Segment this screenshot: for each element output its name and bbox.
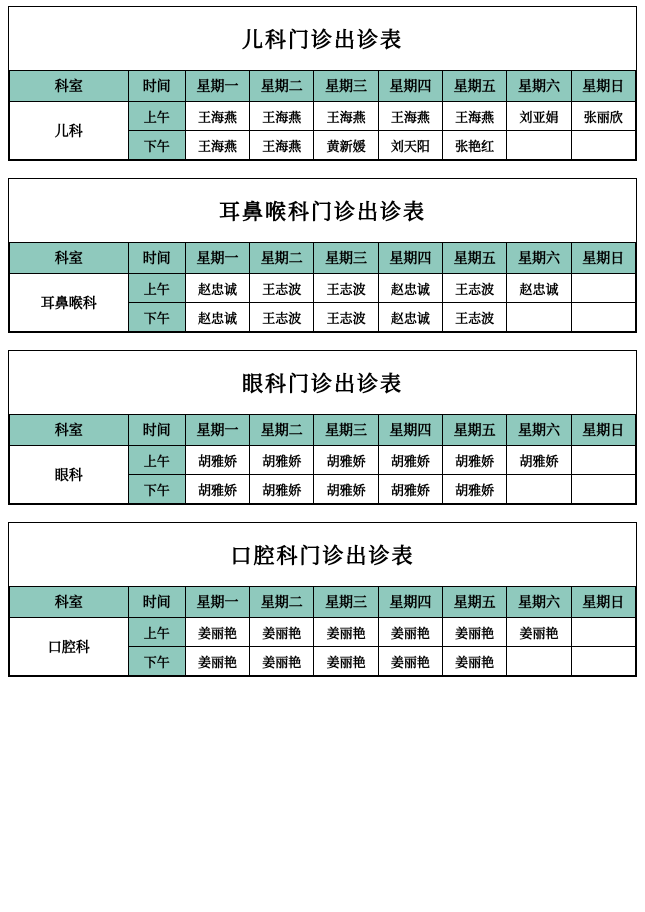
schedule-cell: 姜丽艳: [185, 647, 249, 676]
column-header-wednesday: 星期三: [314, 71, 378, 102]
schedule-cell: 胡雅娇: [185, 446, 249, 475]
schedule-cell: 王海燕: [250, 102, 314, 131]
schedule-title: 耳鼻喉科门诊出诊表: [219, 200, 426, 224]
schedule-block-pediatrics: [8, 6, 637, 161]
column-header-tuesday: 星期二: [250, 415, 314, 446]
schedule-cell: 王海燕: [185, 131, 249, 160]
schedule-cell: 王海燕: [185, 102, 249, 131]
table-row: [10, 274, 636, 303]
schedule-title: 眼科门诊出诊表: [242, 372, 403, 396]
schedule-cell: [571, 274, 635, 303]
schedule-cell: 姜丽艳: [378, 647, 442, 676]
column-header-department: 科室: [10, 71, 129, 102]
period-label-afternoon: 下午: [128, 647, 185, 676]
period-label-morning: 上午: [128, 102, 185, 131]
schedule-cell: 胡雅娇: [443, 475, 507, 504]
column-header-tuesday: 星期二: [250, 71, 314, 102]
column-header-saturday: 星期六: [507, 415, 571, 446]
schedule-cell: 胡雅娇: [314, 446, 378, 475]
column-header-department: 科室: [10, 243, 129, 274]
period-label-morning: 上午: [128, 618, 185, 647]
column-header-sunday: 星期日: [571, 587, 635, 618]
schedule-cell: 王志波: [443, 303, 507, 332]
schedule-cell: 赵忠诚: [378, 274, 442, 303]
schedule-cell: 赵忠诚: [507, 274, 571, 303]
schedule-cell: [507, 303, 571, 332]
schedule-cell: 胡雅娇: [185, 475, 249, 504]
schedule-cell: 黄新媛: [314, 131, 378, 160]
table-header-row: [10, 587, 636, 618]
schedule-cell: 王志波: [443, 274, 507, 303]
column-header-time: 时间: [128, 415, 185, 446]
schedule-cell: 刘天阳: [378, 131, 442, 160]
schedule-block-ent: [8, 178, 637, 333]
column-header-saturday: 星期六: [507, 71, 571, 102]
schedule-cell: 赵忠诚: [185, 303, 249, 332]
schedule-cell: 赵忠诚: [185, 274, 249, 303]
schedule-cell: 胡雅娇: [250, 475, 314, 504]
column-header-saturday: 星期六: [507, 243, 571, 274]
schedule-table: [9, 242, 636, 332]
column-header-time: 时间: [128, 243, 185, 274]
schedule-cell: 姜丽艳: [507, 618, 571, 647]
schedule-cell: [571, 446, 635, 475]
table-header-row: [10, 71, 636, 102]
column-header-tuesday: 星期二: [250, 243, 314, 274]
schedule-title: 儿科门诊出诊表: [242, 28, 403, 52]
schedule-cell: 王海燕: [314, 102, 378, 131]
schedule-cell: 姜丽艳: [250, 618, 314, 647]
column-header-wednesday: 星期三: [314, 587, 378, 618]
column-header-time: 时间: [128, 71, 185, 102]
schedule-cell: 姜丽艳: [314, 647, 378, 676]
column-header-friday: 星期五: [443, 243, 507, 274]
schedule-cell: 姜丽艳: [314, 618, 378, 647]
table-header-row: [10, 415, 636, 446]
column-header-tuesday: 星期二: [250, 587, 314, 618]
schedule-cell: 胡雅娇: [443, 446, 507, 475]
column-header-thursday: 星期四: [378, 415, 442, 446]
schedule-cell: [571, 131, 635, 160]
column-header-monday: 星期一: [185, 243, 249, 274]
schedule-cell: 姜丽艳: [185, 618, 249, 647]
schedule-cell: [507, 131, 571, 160]
column-header-monday: 星期一: [185, 71, 249, 102]
column-header-time: 时间: [128, 587, 185, 618]
schedule-cell: 王海燕: [443, 102, 507, 131]
column-header-friday: 星期五: [443, 71, 507, 102]
schedule-cell: 张艳红: [443, 131, 507, 160]
schedule-cell: 张丽欣: [571, 102, 635, 131]
schedule-cell: [571, 647, 635, 676]
schedule-block-stomatology: [8, 522, 637, 677]
schedule-cell: 胡雅娇: [507, 446, 571, 475]
schedule-cell: [507, 647, 571, 676]
schedule-cell: 姜丽艳: [378, 618, 442, 647]
schedule-table: [9, 586, 636, 676]
schedule-cell: 姜丽艳: [250, 647, 314, 676]
column-header-wednesday: 星期三: [314, 415, 378, 446]
schedule-cell: 胡雅娇: [378, 475, 442, 504]
department-name: 眼科: [10, 446, 129, 504]
column-header-sunday: 星期日: [571, 415, 635, 446]
column-header-monday: 星期一: [185, 587, 249, 618]
column-header-wednesday: 星期三: [314, 243, 378, 274]
column-header-thursday: 星期四: [378, 71, 442, 102]
schedule-cell: 王志波: [250, 274, 314, 303]
period-label-afternoon: 下午: [128, 131, 185, 160]
schedule-cell: 王志波: [314, 303, 378, 332]
period-label-afternoon: 下午: [128, 303, 185, 332]
schedule-cell: 刘亚娟: [507, 102, 571, 131]
schedule-cell: 王志波: [250, 303, 314, 332]
department-name: 耳鼻喉科: [10, 274, 129, 332]
column-header-thursday: 星期四: [378, 243, 442, 274]
period-label-morning: 上午: [128, 446, 185, 475]
schedule-cell: [571, 475, 635, 504]
schedule-cell: [571, 618, 635, 647]
schedule-cell: 王海燕: [250, 131, 314, 160]
department-name: 儿科: [10, 102, 129, 160]
table-row: [10, 102, 636, 131]
schedule-cell: 王海燕: [378, 102, 442, 131]
schedule-cell: 胡雅娇: [378, 446, 442, 475]
schedule-cell: 赵忠诚: [378, 303, 442, 332]
column-header-saturday: 星期六: [507, 587, 571, 618]
table-row: [10, 446, 636, 475]
column-header-department: 科室: [10, 415, 129, 446]
schedule-cell: 王志波: [314, 274, 378, 303]
column-header-sunday: 星期日: [571, 243, 635, 274]
table-header-row: [10, 243, 636, 274]
column-header-friday: 星期五: [443, 415, 507, 446]
column-header-thursday: 星期四: [378, 587, 442, 618]
schedule-cell: 胡雅娇: [314, 475, 378, 504]
schedule-cell: 胡雅娇: [250, 446, 314, 475]
column-header-monday: 星期一: [185, 415, 249, 446]
schedule-block-ophthalmology: [8, 350, 637, 505]
schedule-cell: 姜丽艳: [443, 647, 507, 676]
column-header-department: 科室: [10, 587, 129, 618]
department-name: 口腔科: [10, 618, 129, 676]
schedule-title: 口腔科门诊出诊表: [230, 544, 415, 568]
schedule-table: [9, 70, 636, 160]
schedule-table: [9, 414, 636, 504]
period-label-afternoon: 下午: [128, 475, 185, 504]
column-header-sunday: 星期日: [571, 71, 635, 102]
schedule-cell: [571, 303, 635, 332]
schedule-cell: [507, 475, 571, 504]
column-header-friday: 星期五: [443, 587, 507, 618]
schedule-cell: 姜丽艳: [443, 618, 507, 647]
period-label-morning: 上午: [128, 274, 185, 303]
table-row: [10, 618, 636, 647]
